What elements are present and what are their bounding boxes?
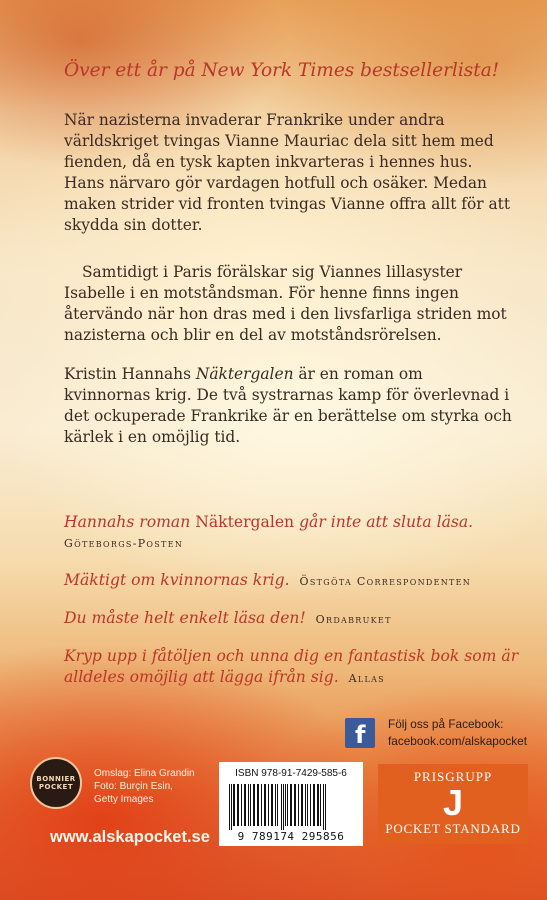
isbn-barcode — [219, 762, 363, 846]
credits-line-2: Foto: Burçin Esin, — [94, 781, 173, 792]
tagline: Över ett år på New York Times bestsellerlista! — [64, 60, 500, 81]
quote-4-source: Allas — [348, 672, 385, 685]
price-group-badge — [378, 764, 528, 844]
quote-3-source: Ordabruket — [315, 613, 392, 626]
blurb-paragraph-2: Samtidigt i Paris förälskar sig Viannes lillasyster Isabelle i en motståndsman. För henne finns ingen återvändo när hon dras med i den livsfarliga striden mot nazisterna och blir en del av motståndsrörelsen. — [64, 263, 507, 344]
barcode-icon — [227, 784, 355, 830]
quote-1-source: Göteborgs-Posten — [64, 537, 184, 550]
facebook-follow-text — [388, 716, 538, 750]
quote-3-text: Du måste helt enkelt läsa den! — [64, 609, 306, 627]
price-group-standard: POCKET STANDARD — [385, 821, 521, 836]
review-quote-4 — [64, 646, 524, 689]
credits-line-1: Omslag: Elina Grandin — [94, 768, 195, 779]
logo-line-1: BONNIER — [36, 775, 76, 783]
review-quote-2 — [64, 570, 524, 592]
cover-credits — [94, 767, 224, 806]
facebook-line-1: Följ oss på Facebook: — [388, 717, 504, 731]
review-quote-3 — [64, 608, 524, 630]
quote-1-title: Näktergalen — [195, 513, 295, 531]
quote-2-text: Mäktigt om kvinnornas krig. — [64, 571, 290, 589]
blurb-paragraph-3 — [64, 364, 514, 448]
facebook-url[interactable]: facebook.com/alskapocket — [388, 734, 528, 748]
credits-line-3: Getty Images — [94, 794, 154, 805]
quote-4-text: Kryp upp i fåtöljen och unna dig en fantastisk bok som är alldeles omöjlig att lägga ifrån sig. — [64, 647, 519, 686]
website-link[interactable]: www.alskapocket.se — [50, 828, 210, 846]
price-group-label: PRISGRUPP — [413, 769, 493, 784]
review-quote-1 — [64, 512, 524, 554]
isbn-number: ISBN 978-91-7429-585-6 — [235, 768, 347, 779]
facebook-icon[interactable]: f — [345, 718, 375, 748]
quote-1-after: går inte att sluta läsa. — [294, 513, 474, 531]
ean-digits: 9 789174 295856 — [237, 830, 345, 843]
logo-line-2: POCKET — [38, 783, 74, 791]
quote-2-source: Östgöta Correspondenten — [299, 575, 472, 588]
price-group-letter: J — [442, 782, 464, 823]
blurb-p3-after: är en roman om kvinnornas krig. De två systrarnas kamp för överlevnad i det ockuperade Frankrike är en berättelse om styrka och kärlek i en omöjlig tid. — [64, 365, 512, 446]
bonnier-pocket-logo — [30, 757, 82, 809]
blurb-p3-before: Kristin Hannahs — [64, 365, 196, 383]
book-title-inline: Näktergalen — [195, 365, 294, 383]
blurb-paragraph-1: När nazisterna invaderar Frankrike under andra världskriget tvingas Vianne Mauriac dela sitt hem med fienden, då en tysk kapten inkvarteras i hennes hus. Hans närvaro gör vardagen hotfull och osäker. Medan maken strider vid fronten tvingas Vianne offra allt för att skydda sin dotter. — [64, 111, 511, 234]
quote-1-before: Hannahs roman — [64, 513, 196, 531]
